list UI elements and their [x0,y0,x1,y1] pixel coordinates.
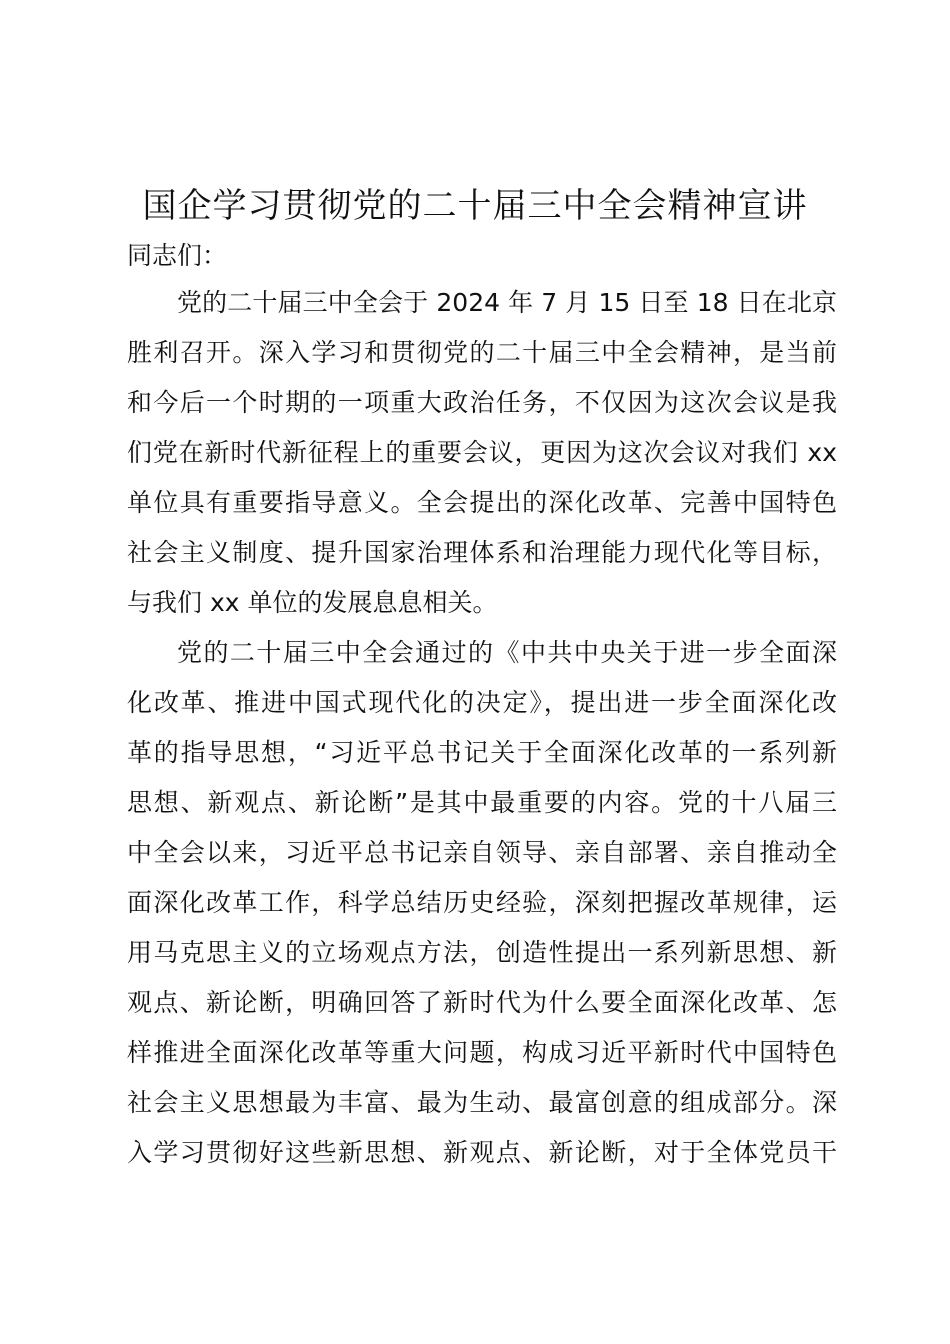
paragraph-1-line: 社会主义制度、提升国家治理体系和治理能力现代化等目标， [127,538,837,567]
paragraph-2-line: 样推进全面深化改革等重大问题，构成习近平新时代中国特色 [127,1038,837,1067]
paragraph-1-line: 党的二十届三中全会于 2024 年 7 月 15 日至 18 日在北京 [177,288,837,317]
paragraph-2-line: 观点、新论断，明确回答了新时代为什么要全面深化改革、怎 [127,988,837,1017]
paragraph-2-line: 思想、新观点、新论断”是其中最重要的内容。党的十八届三 [127,788,837,817]
paragraph-2-line: 化改革、推进中国式现代化的决定》，提出进一步全面深化改 [127,688,837,717]
paragraph-2-line: 面深化改革工作，科学总结历史经验，深刻把握改革规律，运 [127,888,837,917]
paragraph-1-line: 单位具有重要指导意义。全会提出的深化改革、完善中国特色 [127,488,837,517]
paragraph-1-line: 们党在新时代新征程上的重要会议，更因为这次会议对我们 xx [127,438,837,467]
paragraph-2-line: 社会主义思想最为丰富、最为生动、最富创意的组成部分。深 [127,1088,837,1117]
document-title: 国企学习贯彻党的二十届三中全会精神宣讲 [142,186,808,226]
paragraph-2-line: 革的指导思想，“习近平总书记关于全面深化改革的一系列新 [127,738,837,767]
paragraph-1-line: 与我们 xx 单位的发展息息相关。 [127,588,498,617]
paragraph-2-line: 党的二十届三中全会通过的《中共中央关于进一步全面深 [177,638,837,667]
paragraph-1-line: 和今后一个时期的一项重大政治任务，不仅因为这次会议是我 [127,388,837,417]
paragraph-2-line: 中全会以来，习近平总书记亲自领导、亲自部署、亲自推动全 [127,838,837,867]
paragraph-2-line: 入学习贯彻好这些新思想、新观点、新论断，对于全体党员干 [127,1138,837,1167]
paragraph-2-line: 用马克思主义的立场观点方法，创造性提出一系列新思想、新 [127,938,837,967]
salutation: 同志们： [127,241,228,270]
paragraph-1-line: 胜利召开。深入学习和贯彻党的二十届三中全会精神，是当前 [127,338,837,367]
document-body [127,278,837,1178]
